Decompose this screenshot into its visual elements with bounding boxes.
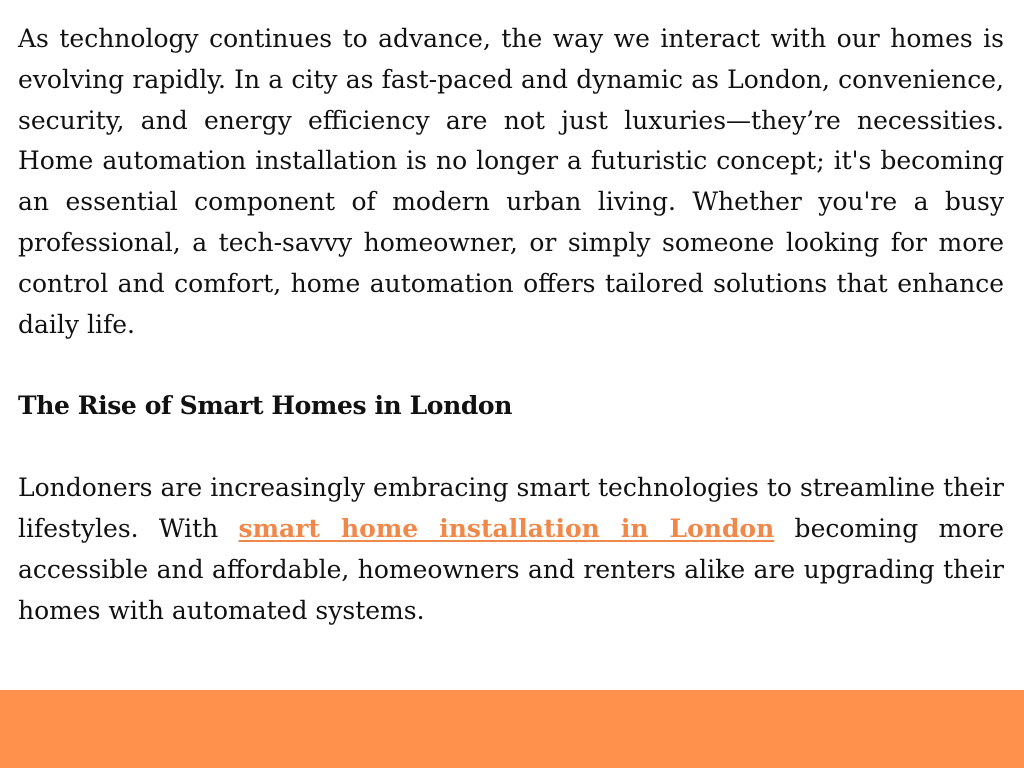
intro-paragraph: As technology continues to advance, the way we interact with our homes is evolving rapidly. In a city as fast-paced and dynamic as London, convenience, security, and energy efficiency are not just luxuries—they’re necessities. Home automation installation is no longer a futuristic concept; it's becoming an essential component of modern urban living. Whether you're a busy professional, a tech-savvy homeowner, or simply someone looking for more control and comfort, home automation offers tailored solutions that enhance daily life.: [18, 24, 1004, 339]
section-text-after-link: becoming more accessible and affordable, homeowners and renters alike are upgrading their homes with automated systems.: [18, 513, 1004, 625]
document-body: [18, 19, 1004, 631]
section-text-before-link: Londoners are increasingly embracing smart technologies to streamline their lifestyles. With: [18, 473, 1004, 543]
section-paragraph: [18, 468, 1004, 631]
footer-band: [0, 690, 1024, 768]
smart-home-installation-link[interactable]: smart home installation in London: [238, 513, 775, 543]
section-heading: The Rise of Smart Homes in London: [18, 391, 512, 421]
